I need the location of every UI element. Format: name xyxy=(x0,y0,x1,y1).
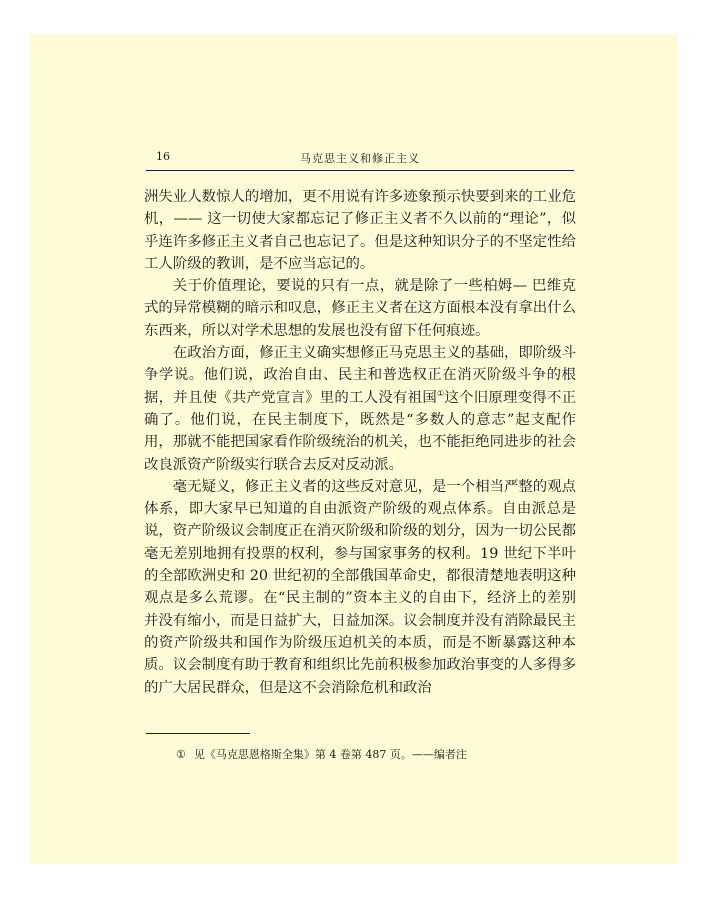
footnote-divider xyxy=(146,733,250,734)
paragraph-3-part-2: 这个旧原理变得不正确了。他们说，在民主制度下，既然是“多数人的意志”起支配作用，那就不能把国家看作阶级统治的机关，也不能拒绝同进步的社会改良派资产阶级实行联合去反对反动派。 xyxy=(144,389,576,473)
running-header xyxy=(146,148,574,171)
paragraph-1: 洲失业人数惊人的增加，更不用说有许多迹象预示快要到来的工业危机，—— 这一切使大家都忘记了修正主义者不久以前的“理论”，似乎连许多修正主义者自己也忘记了。但是这种知识分子的不坚定性给工人阶级的教训，是不应当忘记的。 xyxy=(144,189,576,272)
footnote-mark: ① xyxy=(176,748,186,761)
paragraph-4: 毫无疑义，修正主义者的这些反对意见，是一个相当严整的观点体系，即大家早已知道的自由派资产阶级的观点体系。自由派总是说，资产阶级议会制度正在消灭阶级和阶级的划分，因为一切公民都毫无差别地拥有投票的权利，参与国家事务的权利。19 世纪下半叶的全部欧洲史和 20 世纪初的全部俄国革命史，都很清楚地表明这种观点是多么荒谬。在“民主制的”资本主义的自由下，经济上的差别并没有缩小，而是日益扩大，日益加深。议会制度并没有消除最民主的资产阶级共和国作为阶级压迫机关的本质，而是不断暴露这种本质。议会制度有助于教育和组织比先前积极参加政治事变的人多得多的广大居民群众，但是这不会消除危机和政治 xyxy=(144,478,576,696)
body-text xyxy=(144,186,576,699)
paragraph-3 xyxy=(144,342,576,476)
footnote xyxy=(176,746,467,762)
page-number: 16 xyxy=(156,150,170,163)
book-title: 马克思主义和修正主义 xyxy=(300,152,420,165)
paragraph-3-part-1: 在政治方面，修正主义确实想修正马克思主义的基础，即阶级斗争学说。他们说，政治自由、民主和普选权正在消灭阶级斗争的根据，并且使《共产党宣言》里的工人没有祖国 xyxy=(144,345,576,406)
footnote-reference[interactable]: ① xyxy=(436,388,445,398)
footnote-text: 见《马克思恩格斯全集》第 4 卷第 487 页。——编者注 xyxy=(193,748,467,761)
paragraph-2: 关于价值理论，要说的只有一点，就是除了一些柏姆— 巴维克式的异常模糊的暗示和叹息，修正主义者在这方面根本没有拿出什么东西来，所以对学术思想的发展也没有留下任何痕迹。 xyxy=(144,278,576,339)
